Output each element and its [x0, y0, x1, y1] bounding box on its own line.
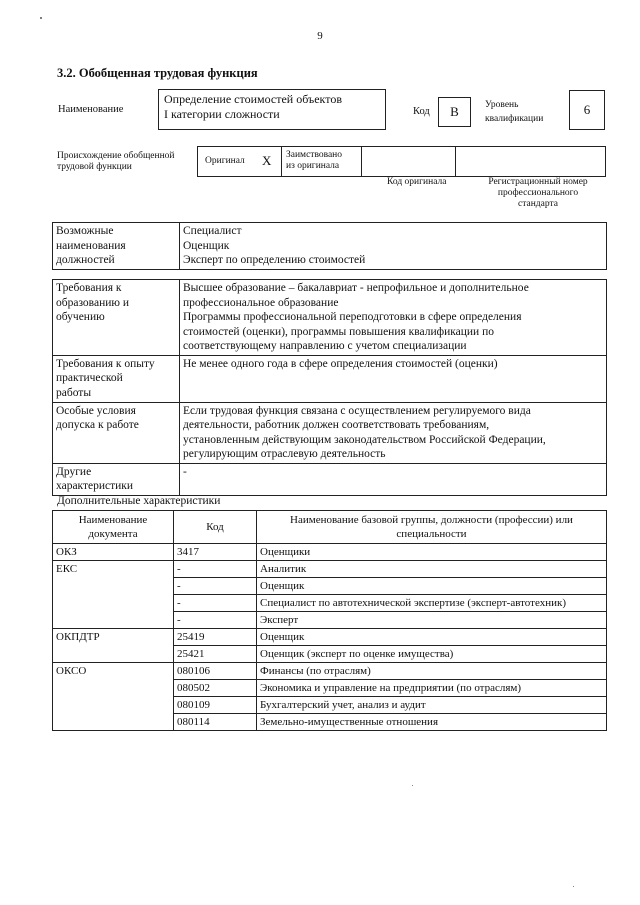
caption-reg-line1: Регистрационный номер: [488, 177, 588, 187]
requirements-table: [52, 279, 607, 496]
level-label-line2: квалификации: [485, 114, 544, 124]
origin-label-line2: трудовой функции: [57, 162, 132, 172]
code-cell: -: [174, 561, 257, 578]
requirement-label: [53, 355, 180, 402]
code-cell: 25421: [174, 646, 257, 663]
section-title: 3.2. Обобщенная трудовая функция: [57, 66, 258, 80]
level-label: [485, 100, 543, 125]
origin-label-line1: Происхождение обобщенной: [57, 151, 175, 161]
requirement-value-line: Если трудовая функция связана с осуществлением регулируемого вида: [183, 404, 531, 417]
code-cell: 080114: [174, 714, 257, 731]
borrowed-line2: из оригинала: [286, 161, 340, 171]
code-cell: 25419: [174, 629, 257, 646]
additional-title: Дополнительные характеристики: [57, 495, 221, 507]
additional-table: [52, 510, 607, 731]
code-cell: 080109: [174, 697, 257, 714]
requirement-label-line: образованию и: [56, 296, 129, 309]
name-cell: Экономика и управление на предприятии (по отраслям): [257, 680, 607, 697]
scan-speck: [573, 886, 574, 887]
requirement-value-line: Программы профессиональной переподготовки в сфере определения: [183, 311, 522, 323]
code-cell: 3417: [174, 544, 257, 561]
requirement-label-line: допуска к работе: [56, 419, 139, 431]
requirement-label-line: характеристики: [56, 480, 134, 492]
position-item: Специалист: [183, 225, 242, 237]
requirements-row: [53, 355, 607, 402]
requirement-value: [180, 355, 607, 402]
function-name-box: [158, 89, 386, 130]
requirement-value-line: деятельности, работник должен соответствовать требованиям,: [183, 419, 490, 431]
code-cell: -: [174, 578, 257, 595]
function-name-line2: I категории сложности: [164, 107, 280, 121]
requirement-label: [53, 280, 180, 356]
header-document: [53, 511, 174, 544]
name-cell: Земельно-имущественные отношения: [257, 714, 607, 731]
origin-label: [57, 151, 175, 173]
requirement-label-line: Требования к: [56, 282, 122, 294]
requirement-value: [180, 280, 607, 356]
requirement-label-line: практической: [56, 372, 123, 384]
positions-values: [180, 223, 607, 270]
header-name: [257, 511, 607, 544]
requirement-label: [53, 402, 180, 463]
positions-row: [53, 223, 607, 270]
requirements-row: [53, 463, 607, 495]
requirement-label: [53, 463, 180, 495]
positions-label-line1: Возможные: [56, 225, 114, 237]
requirement-label-line: Другие: [56, 465, 92, 478]
position-item: Оценщик: [183, 239, 230, 252]
reg-number-cell: [456, 146, 606, 177]
original-label: Оригинал: [205, 156, 245, 166]
borrowed-label: [286, 150, 342, 172]
page-number: 9: [317, 30, 323, 42]
doc-cell: ОКПДТР: [53, 629, 174, 663]
doc-cell: ОКСО: [53, 663, 174, 731]
level-box: 6: [569, 90, 605, 130]
requirement-value-line: стоимостей (оценки), программы повышения квалификации по: [183, 325, 494, 338]
name-cell: Эксперт: [257, 612, 607, 629]
borrowed-cell: [281, 146, 362, 177]
scan-speck: [40, 17, 42, 19]
requirements-row: [53, 280, 607, 356]
name-cell: Бухгалтерский учет, анализ и аудит: [257, 697, 607, 714]
code-label: Код: [413, 106, 430, 117]
code-cell: 080502: [174, 680, 257, 697]
scan-speck: [412, 785, 413, 786]
positions-label-line3: должностей: [56, 254, 115, 266]
caption-reg-number: [470, 177, 606, 210]
position-item: Эксперт по определению стоимостей: [183, 254, 366, 266]
doc-cell: ОКЗ: [53, 544, 174, 561]
requirement-value-line: Не менее одного года в сфере определения стоимостей (оценки): [183, 357, 498, 370]
requirement-label-line: работы: [56, 386, 92, 399]
header-code: Код: [174, 511, 257, 544]
borrowed-line1: Заимствовано: [286, 150, 343, 160]
requirement-value-line: соответствующему направлению с учетом специализации: [183, 340, 467, 352]
function-name-line1: Определение стоимостей объектов: [164, 92, 342, 106]
original-code-cell: [362, 146, 456, 177]
header-name-line2: специальности: [396, 528, 467, 540]
requirement-value-line: -: [183, 465, 187, 478]
additional-header-row: [53, 511, 607, 544]
header-name-line1: Наименование базовой группы, должности (профессии) или: [290, 514, 573, 526]
name-cell: Специалист по автотехнической экспертизе (эксперт-автотехник): [257, 595, 607, 612]
table-row: [53, 629, 607, 646]
original-cell: [197, 146, 281, 177]
name-label: Наименование: [58, 104, 124, 115]
code-cell: -: [174, 595, 257, 612]
level-label-line1: Уровень: [485, 100, 519, 110]
requirement-value: [180, 463, 607, 495]
code-box: В: [438, 97, 471, 127]
origin-table: [197, 146, 606, 177]
requirement-value-line: регулирующим отраслевую деятельность: [183, 448, 386, 460]
table-row: [53, 561, 607, 578]
original-mark: X: [262, 153, 272, 168]
code-cell: 080106: [174, 663, 257, 680]
code-cell: -: [174, 612, 257, 629]
name-cell: Оценщик (эксперт по оценке имущества): [257, 646, 607, 663]
requirement-value-line: профессиональное образование: [183, 296, 339, 309]
requirements-row: [53, 402, 607, 463]
name-cell: Аналитик: [257, 561, 607, 578]
table-row: [53, 663, 607, 680]
requirement-value-line: установленным действующим законодательством Российской Федерации,: [183, 433, 546, 446]
header-document-line1: Наименование: [78, 514, 148, 526]
table-row: [53, 544, 607, 561]
requirement-value-line: Высшее образование – бакалавриат - непрофильное и дополнительное: [183, 282, 529, 294]
requirement-value: [180, 402, 607, 463]
doc-cell: ЕКС: [53, 561, 174, 629]
requirement-label-line: Требования к опыту: [56, 357, 155, 370]
requirement-label-line: Особые условия: [56, 404, 136, 417]
positions-label-line2: наименования: [56, 239, 126, 252]
requirement-label-line: обучению: [56, 311, 105, 323]
header-document-line2: документа: [88, 528, 138, 540]
caption-reg-line3: стандарта: [518, 199, 558, 209]
name-cell: Оценщики: [257, 544, 607, 561]
positions-label: [53, 223, 180, 270]
name-cell: Оценщик: [257, 629, 607, 646]
name-cell: Оценщик: [257, 578, 607, 595]
positions-table: [52, 222, 607, 270]
caption-original-code: Код оригинала: [387, 177, 447, 187]
caption-reg-line2: профессионального: [497, 188, 579, 198]
name-cell: Финансы (по отраслям): [257, 663, 607, 680]
